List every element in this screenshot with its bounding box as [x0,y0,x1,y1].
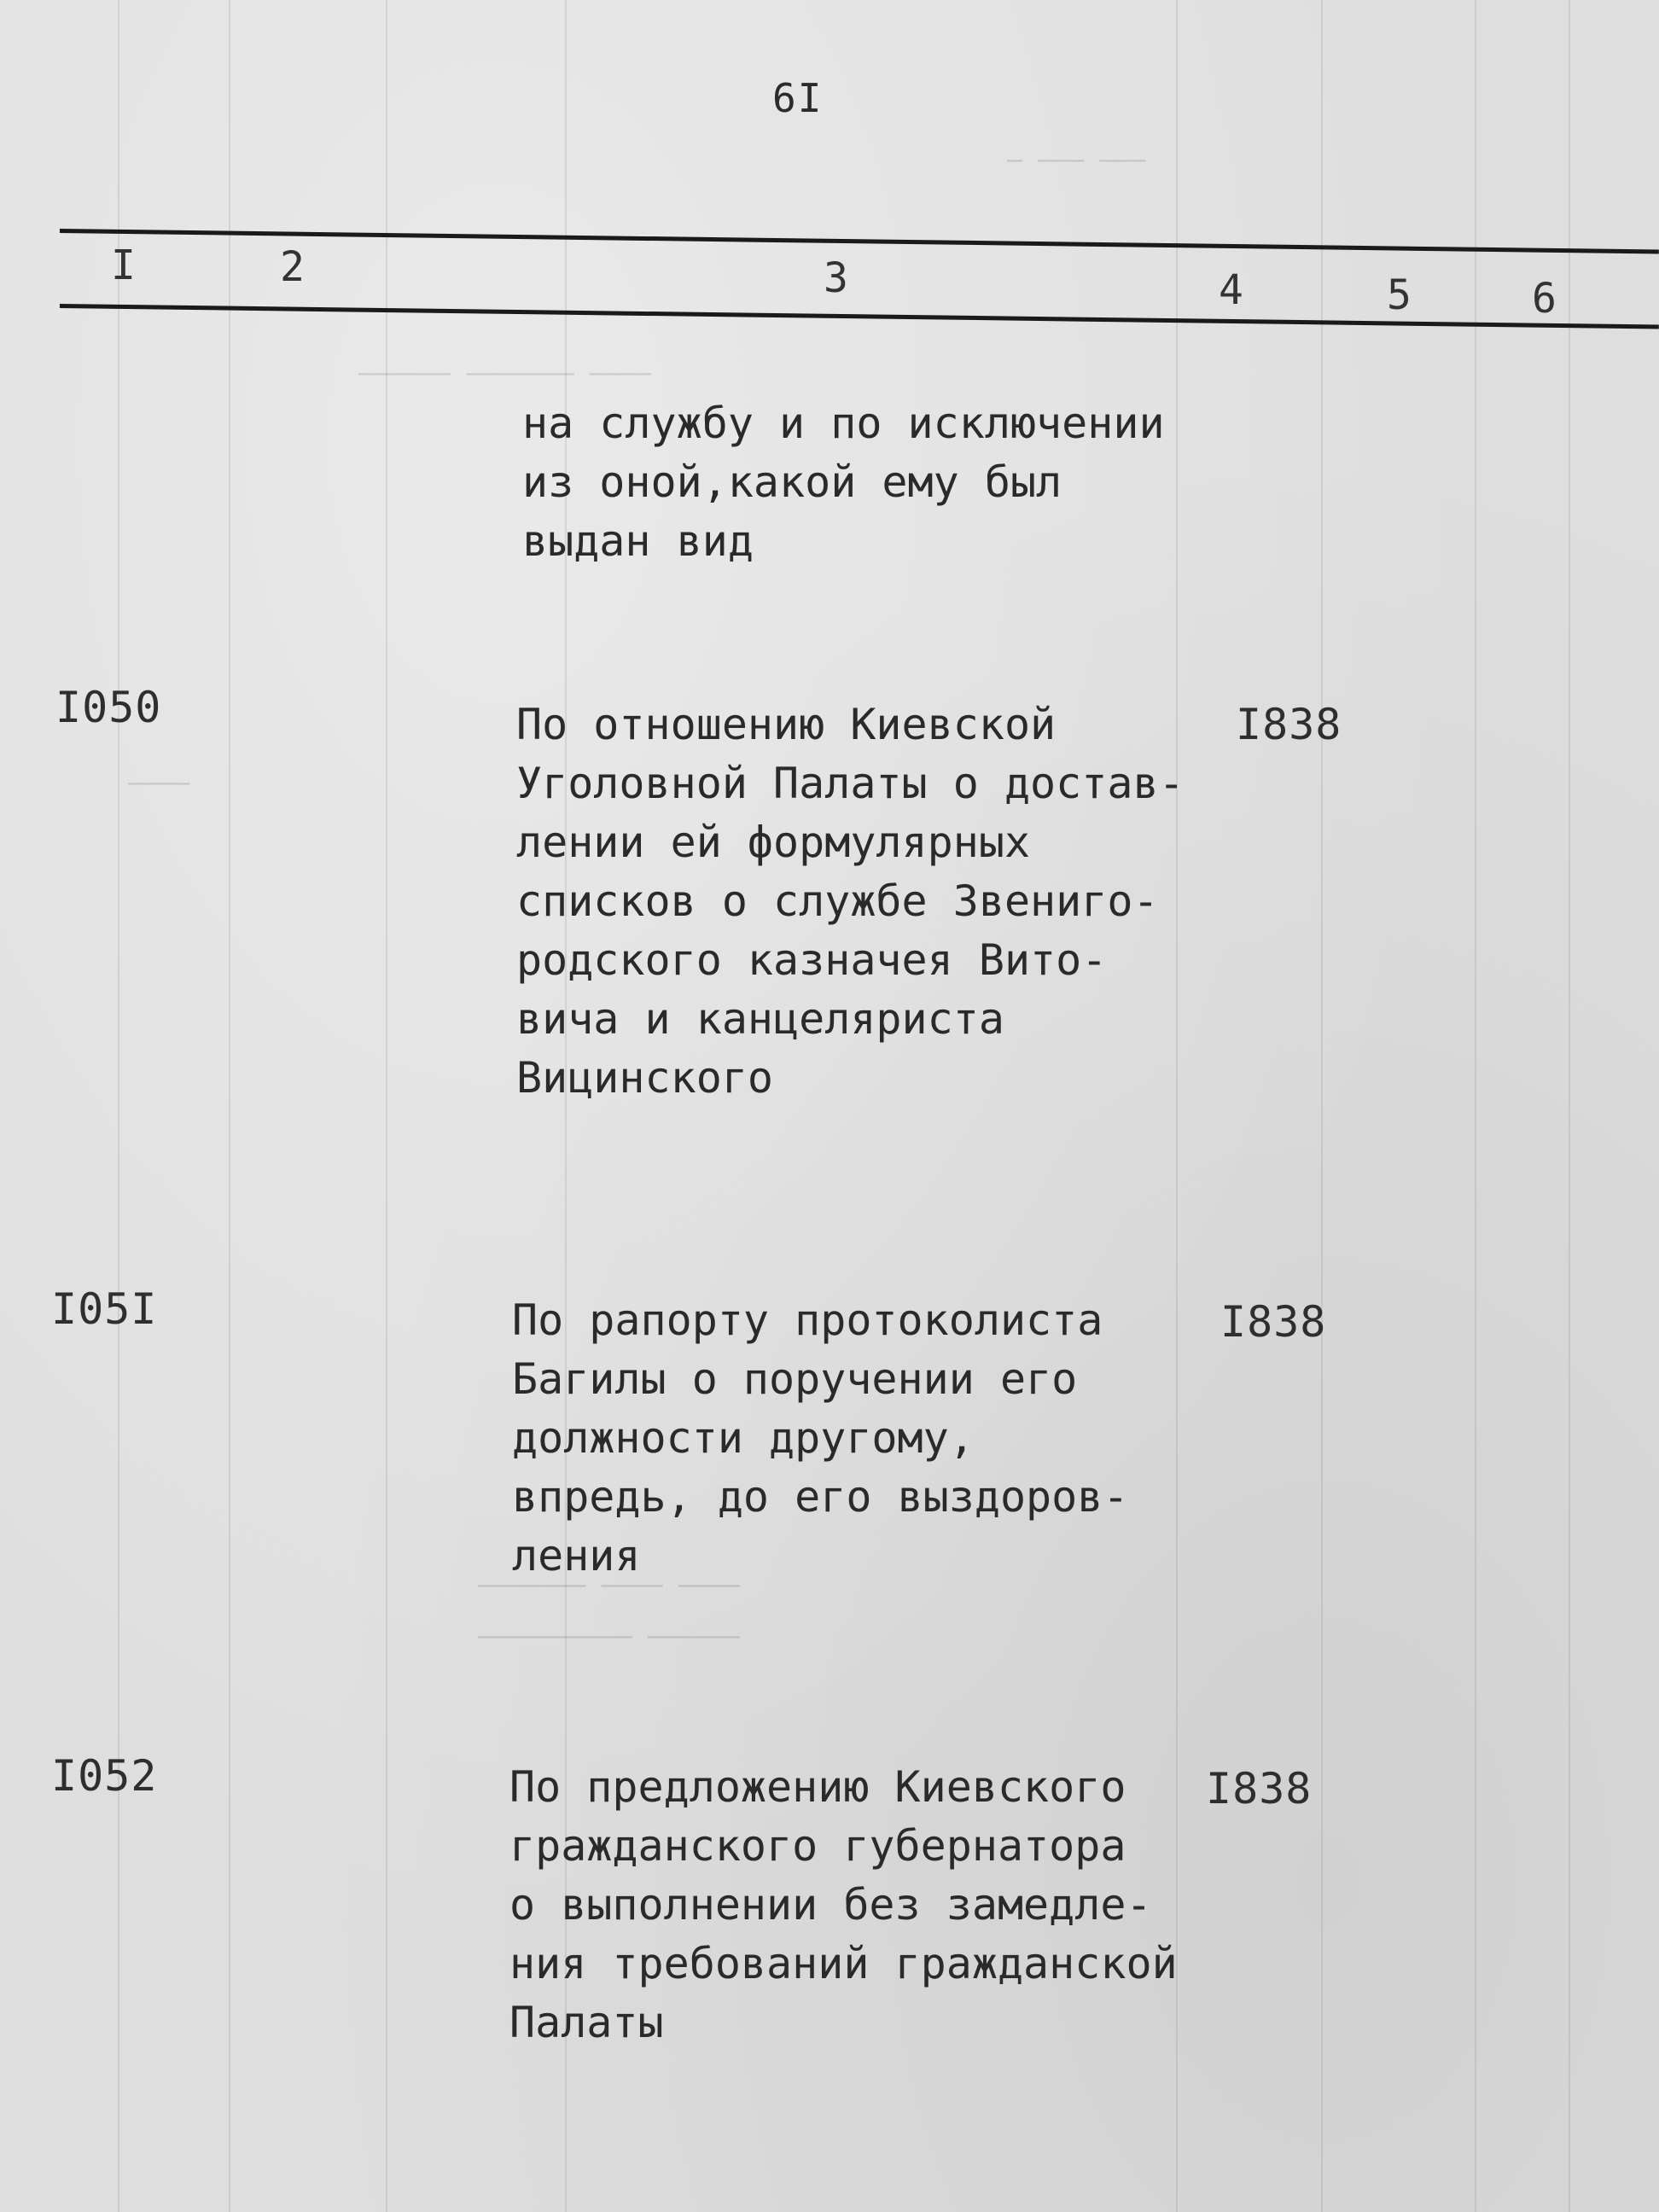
column-number-2: 2 [280,243,305,291]
column-number-4: 4 [1219,266,1243,314]
text-line: на службу и по исключении [522,399,1165,448]
entry-description [512,1291,1128,1586]
entry-number: I050 [55,683,162,732]
header-bottom-rule [60,304,1659,329]
ruling-line [386,0,387,2212]
text-line: впредь, до его выздоров- [512,1472,1129,1522]
column-number-1: I [111,242,136,289]
text-line: вича и канцеляриста [516,994,1004,1044]
column-number-6: 6 [1532,275,1557,323]
ruling-line [1475,0,1476,2212]
text-line: Вицинского [516,1053,774,1103]
text-line: Палаты [509,1998,664,2047]
text-line: выдан вид [522,516,754,566]
entry-year: I838 [1220,1297,1327,1347]
text-line: По отношению Киевской [516,700,1057,749]
text-line: из оной,какой ему был [522,457,1062,507]
bleed-through: —————————— —————— [478,1621,741,1651]
page-number: 6I [772,75,824,121]
text-line: ния требований гражданской [509,1939,1178,1988]
text-line: должности другому, [512,1413,975,1463]
text-line: о выполнении без замедле- [509,1880,1152,1930]
text-line: По рапорту протоколиста [512,1295,1103,1345]
text-line: ления [512,1531,641,1580]
entry-description [516,696,1185,1108]
bleed-through: — ——— ——— [1007,145,1146,175]
entry-year: I838 [1236,700,1342,749]
text-line: родского казначея Вито- [516,935,1108,985]
ruling-line [1321,0,1323,2212]
text-line: По предложению Киевского [509,1762,1126,1812]
bleed-through: ——————— ———— ———— [478,1570,741,1600]
text-line: гражданского губернатора [509,1821,1126,1871]
column-number-5: 5 [1387,271,1412,319]
continuation-text [522,394,1165,571]
text-line: списков о службе Звениго- [516,876,1159,926]
bleed-through: ———— [128,768,190,798]
ruling-line [118,0,119,2212]
text-line: Багилы о поручении его [512,1354,1078,1404]
entry-year: I838 [1206,1764,1313,1813]
entry-number: I05I [51,1284,158,1334]
ruling-line [229,0,230,2212]
column-number-3: 3 [824,254,848,302]
text-line: Уголовной Палаты о достав- [516,759,1185,808]
text-line: лении ей формулярных [516,818,1031,867]
ruling-line [1569,0,1570,2212]
entry-description [509,1758,1178,2052]
entry-number: I052 [51,1751,158,1801]
bleed-through: —————— ——————— ———— [358,358,652,388]
